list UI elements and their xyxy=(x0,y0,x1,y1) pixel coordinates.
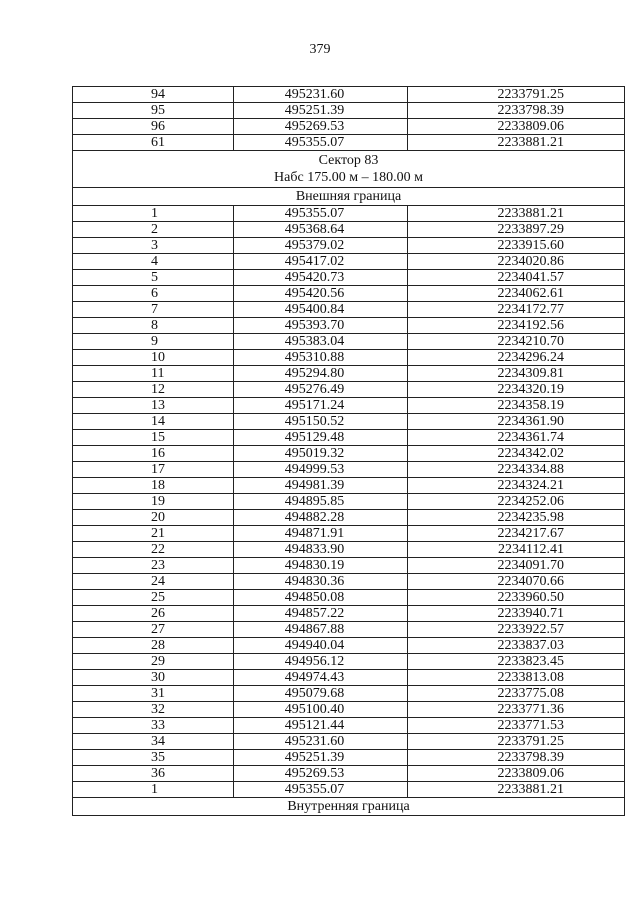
table-row xyxy=(73,119,625,135)
point-number: 4 xyxy=(73,254,234,270)
x-coordinate: 495231.60 xyxy=(234,734,408,750)
x-coordinate: 495129.48 xyxy=(234,430,408,446)
point-number: 1 xyxy=(73,782,234,798)
table-row xyxy=(73,318,625,334)
x-coordinate: 495171.24 xyxy=(234,398,408,414)
x-coordinate: 494974.43 xyxy=(234,670,408,686)
x-coordinate: 495400.84 xyxy=(234,302,408,318)
point-number: 29 xyxy=(73,654,234,670)
sector-title: Сектор 83 xyxy=(318,153,379,168)
table-row xyxy=(73,718,625,734)
x-coordinate: 495251.39 xyxy=(234,750,408,766)
x-coordinate: 495121.44 xyxy=(234,718,408,734)
y-coordinate: 2234235.98 xyxy=(408,510,625,526)
point-number: 23 xyxy=(73,558,234,574)
table-row xyxy=(73,702,625,718)
sector-height-range: Набс 175.00 м – 180.00 м xyxy=(274,170,423,185)
table-row xyxy=(73,590,625,606)
x-coordinate: 494830.36 xyxy=(234,574,408,590)
x-coordinate: 495420.56 xyxy=(234,286,408,302)
table-row xyxy=(73,206,625,222)
y-coordinate: 2234041.57 xyxy=(408,270,625,286)
x-coordinate: 494895.85 xyxy=(234,494,408,510)
table-row xyxy=(73,286,625,302)
point-number: 24 xyxy=(73,574,234,590)
table-row xyxy=(73,734,625,750)
x-coordinate: 495355.07 xyxy=(234,206,408,222)
x-coordinate: 495231.60 xyxy=(234,87,408,103)
x-coordinate: 495310.88 xyxy=(234,350,408,366)
point-number: 13 xyxy=(73,398,234,414)
table-row xyxy=(73,574,625,590)
inner-boundary-row xyxy=(73,798,625,816)
point-number: 8 xyxy=(73,318,234,334)
y-coordinate: 2233771.36 xyxy=(408,702,625,718)
table-row xyxy=(73,558,625,574)
y-coordinate: 2233922.57 xyxy=(408,622,625,638)
y-coordinate: 2234112.41 xyxy=(408,542,625,558)
point-number: 18 xyxy=(73,478,234,494)
page-number: 379 xyxy=(309,42,331,57)
point-number: 36 xyxy=(73,766,234,782)
point-number: 22 xyxy=(73,542,234,558)
table-row xyxy=(73,606,625,622)
table-row xyxy=(73,254,625,270)
coordinates-table xyxy=(72,86,625,816)
table-row xyxy=(73,334,625,350)
point-number: 9 xyxy=(73,334,234,350)
y-coordinate: 2234172.77 xyxy=(408,302,625,318)
outer-boundary-rows xyxy=(73,206,625,798)
y-coordinate: 2233881.21 xyxy=(408,782,625,798)
y-coordinate: 2233915.60 xyxy=(408,238,625,254)
y-coordinate: 2234210.70 xyxy=(408,334,625,350)
x-coordinate: 494867.88 xyxy=(234,622,408,638)
point-number: 25 xyxy=(73,590,234,606)
y-coordinate: 2234217.67 xyxy=(408,526,625,542)
point-number: 94 xyxy=(73,87,234,103)
x-coordinate: 495150.52 xyxy=(234,414,408,430)
point-number: 21 xyxy=(73,526,234,542)
point-number: 10 xyxy=(73,350,234,366)
y-coordinate: 2233960.50 xyxy=(408,590,625,606)
x-coordinate: 495368.64 xyxy=(234,222,408,238)
point-number: 17 xyxy=(73,462,234,478)
point-number: 26 xyxy=(73,606,234,622)
sector-title-row xyxy=(73,151,625,188)
table-row xyxy=(73,414,625,430)
x-coordinate: 494882.28 xyxy=(234,510,408,526)
point-number: 15 xyxy=(73,430,234,446)
table-row xyxy=(73,350,625,366)
table-row xyxy=(73,430,625,446)
y-coordinate: 2234361.74 xyxy=(408,430,625,446)
y-coordinate: 2234252.06 xyxy=(408,494,625,510)
y-coordinate: 2234334.88 xyxy=(408,462,625,478)
point-number: 27 xyxy=(73,622,234,638)
y-coordinate: 2233823.45 xyxy=(408,654,625,670)
continuation-rows xyxy=(73,87,625,151)
x-coordinate: 495269.53 xyxy=(234,766,408,782)
y-coordinate: 2233791.25 xyxy=(408,734,625,750)
y-coordinate: 2233791.25 xyxy=(408,87,625,103)
sector-header xyxy=(73,151,625,206)
table-row xyxy=(73,654,625,670)
point-number: 1 xyxy=(73,206,234,222)
y-coordinate: 2234192.56 xyxy=(408,318,625,334)
x-coordinate: 495355.07 xyxy=(234,135,408,151)
table-row xyxy=(73,526,625,542)
y-coordinate: 2234309.81 xyxy=(408,366,625,382)
x-coordinate: 494871.91 xyxy=(234,526,408,542)
table-row xyxy=(73,222,625,238)
table-row xyxy=(73,766,625,782)
point-number: 61 xyxy=(73,135,234,151)
point-number: 33 xyxy=(73,718,234,734)
point-number: 3 xyxy=(73,238,234,254)
table-row xyxy=(73,103,625,119)
point-number: 12 xyxy=(73,382,234,398)
y-coordinate: 2233775.08 xyxy=(408,686,625,702)
inner-boundary-label: Внутренняя граница xyxy=(73,798,625,816)
y-coordinate: 2233881.21 xyxy=(408,206,625,222)
table-row xyxy=(73,542,625,558)
y-coordinate: 2233940.71 xyxy=(408,606,625,622)
x-coordinate: 495251.39 xyxy=(234,103,408,119)
y-coordinate: 2234062.61 xyxy=(408,286,625,302)
table-row xyxy=(73,302,625,318)
table-row xyxy=(73,87,625,103)
y-coordinate: 2233881.21 xyxy=(408,135,625,151)
x-coordinate: 494833.90 xyxy=(234,542,408,558)
x-coordinate: 495355.07 xyxy=(234,782,408,798)
x-coordinate: 495383.04 xyxy=(234,334,408,350)
table-row xyxy=(73,750,625,766)
table-row xyxy=(73,398,625,414)
y-coordinate: 2233897.29 xyxy=(408,222,625,238)
y-coordinate: 2234358.19 xyxy=(408,398,625,414)
x-coordinate: 495019.32 xyxy=(234,446,408,462)
point-number: 5 xyxy=(73,270,234,286)
table-row xyxy=(73,686,625,702)
point-number: 11 xyxy=(73,366,234,382)
table-row xyxy=(73,270,625,286)
y-coordinate: 2233809.06 xyxy=(408,766,625,782)
table-row xyxy=(73,462,625,478)
x-coordinate: 494956.12 xyxy=(234,654,408,670)
table-row xyxy=(73,510,625,526)
table-row xyxy=(73,382,625,398)
point-number: 28 xyxy=(73,638,234,654)
y-coordinate: 2234070.66 xyxy=(408,574,625,590)
y-coordinate: 2234320.19 xyxy=(408,382,625,398)
point-number: 14 xyxy=(73,414,234,430)
y-coordinate: 2233798.39 xyxy=(408,103,625,119)
table-row xyxy=(73,670,625,686)
x-coordinate: 495393.70 xyxy=(234,318,408,334)
point-number: 34 xyxy=(73,734,234,750)
table-row xyxy=(73,446,625,462)
table-row xyxy=(73,135,625,151)
x-coordinate: 494830.19 xyxy=(234,558,408,574)
table-row xyxy=(73,622,625,638)
y-coordinate: 2233771.53 xyxy=(408,718,625,734)
sector-title-cell xyxy=(73,151,625,188)
inner-header xyxy=(73,798,625,816)
x-coordinate: 495276.49 xyxy=(234,382,408,398)
point-number: 2 xyxy=(73,222,234,238)
x-coordinate: 494940.04 xyxy=(234,638,408,654)
x-coordinate: 495269.53 xyxy=(234,119,408,135)
x-coordinate: 495294.80 xyxy=(234,366,408,382)
point-number: 7 xyxy=(73,302,234,318)
x-coordinate: 495100.40 xyxy=(234,702,408,718)
table-row xyxy=(73,494,625,510)
y-coordinate: 2234361.90 xyxy=(408,414,625,430)
y-coordinate: 2233837.03 xyxy=(408,638,625,654)
point-number: 32 xyxy=(73,702,234,718)
point-number: 6 xyxy=(73,286,234,302)
x-coordinate: 494999.53 xyxy=(234,462,408,478)
point-number: 20 xyxy=(73,510,234,526)
table-row xyxy=(73,238,625,254)
y-coordinate: 2233809.06 xyxy=(408,119,625,135)
y-coordinate: 2234324.21 xyxy=(408,478,625,494)
x-coordinate: 495417.02 xyxy=(234,254,408,270)
point-number: 35 xyxy=(73,750,234,766)
point-number: 30 xyxy=(73,670,234,686)
x-coordinate: 495079.68 xyxy=(234,686,408,702)
y-coordinate: 2234020.86 xyxy=(408,254,625,270)
table-row xyxy=(73,782,625,798)
y-coordinate: 2233798.39 xyxy=(408,750,625,766)
point-number: 95 xyxy=(73,103,234,119)
x-coordinate: 494857.22 xyxy=(234,606,408,622)
point-number: 16 xyxy=(73,446,234,462)
point-number: 31 xyxy=(73,686,234,702)
y-coordinate: 2234296.24 xyxy=(408,350,625,366)
x-coordinate: 494850.08 xyxy=(234,590,408,606)
table-row xyxy=(73,366,625,382)
x-coordinate: 495379.02 xyxy=(234,238,408,254)
y-coordinate: 2233813.08 xyxy=(408,670,625,686)
table-row xyxy=(73,638,625,654)
y-coordinate: 2234342.02 xyxy=(408,446,625,462)
x-coordinate: 495420.73 xyxy=(234,270,408,286)
outer-boundary-label: Внешняя граница xyxy=(73,188,625,206)
point-number: 19 xyxy=(73,494,234,510)
x-coordinate: 494981.39 xyxy=(234,478,408,494)
table-row xyxy=(73,478,625,494)
outer-boundary-row xyxy=(73,188,625,206)
point-number: 96 xyxy=(73,119,234,135)
y-coordinate: 2234091.70 xyxy=(408,558,625,574)
